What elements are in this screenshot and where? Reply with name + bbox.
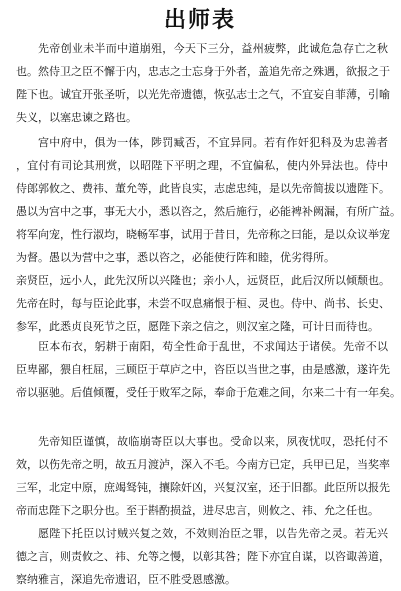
paragraph-4	[16, 430, 388, 522]
text-line: 察纳雅言，深追先帝遗诏，臣不胜受恩感激。	[16, 573, 236, 586]
text-line: ，宜付有司论其刑赏，以昭陛下平明之理，不宜偏私，使内外异法也。侍中	[16, 159, 388, 172]
text-line: 也。然侍卫之臣不懈于内，忠志之士忘身于外者，盖追先帝之殊遇，欲报之于	[16, 65, 390, 78]
text-line: 将军向宠，性行淑均，晓畅军事，试用于昔日，先帝称之曰能，是以众议举宠	[16, 228, 390, 241]
text-line: 亲贤臣，远小人，此先汉所以兴隆也；亲小人，远贤臣，此后汉所以倾颓也。	[16, 274, 390, 287]
text-line: 陛下也。诚宜开张圣听，以光先帝遗德，恢弘志士之气，不宜妄自菲薄，引喻	[16, 88, 390, 101]
text-line: 臣本布衣，躬耕于南阳，苟全性命于乱世，不求闻达于诸侯。先帝不以	[38, 340, 388, 353]
text-line: 参军，此悉贞良死节之臣，愿陛下亲之信之，则汉室之隆，可计日而待也。	[16, 320, 379, 333]
text-line: 宫中府中，俱为一体，陟罚臧否，不宜异同。若有作奸犯科及为忠善者	[38, 136, 388, 149]
text-line: 帝以驱驰。后值倾覆，受任于败军之际，奉命于危难之间，尔来二十有一年矣。	[16, 386, 401, 399]
paragraph-1	[16, 37, 388, 129]
text-line: 失义，以塞忠谏之路也。	[16, 111, 137, 124]
text-line: 愿陛下托臣以讨贼兴复之效，不效则治臣之罪，以告先帝之灵。若无兴	[38, 527, 388, 540]
text-line: 效，以伤先帝之明，故五月渡泸，深入不毛。今南方已定，兵甲已足，当奖率	[16, 458, 390, 471]
text-line: 先帝在时，每与臣论此事，未尝不叹息痛恨于桓、灵也。侍中、尚书、长史、	[16, 297, 390, 310]
text-line: 臣卑鄙，猥自枉屈，三顾臣于草庐之中，咨臣以当世之事，由是感激，遂许先	[16, 363, 390, 376]
text-line: 帝而忠陛下之职分也。至于斟酌损益，进尽忠言，则攸之、祎、允之任也。	[16, 504, 379, 517]
text-line: 为督。愚以为营中之事，悉以咨之，必能使行阵和睦，优劣得所。	[16, 251, 335, 264]
text-line: 愚以为宫中之事，事无大小，悉以咨之，然后施行，必能裨补阙漏，有所广益。	[16, 205, 401, 218]
text-line: 三军，北定中原，庶竭驽钝，攘除奸凶，兴复汉室，还于旧都。此臣所以报先	[16, 481, 390, 494]
paragraph-2	[16, 131, 401, 338]
paragraph-5	[16, 522, 388, 591]
text-line: 德之言，则责攸之、祎、允等之慢，以彰其咎；陛下亦宜自谋，以咨诹善道，	[16, 550, 390, 563]
document-title: 出师表	[163, 8, 236, 33]
text-line: 先帝创业未半而中道崩殂，今天下三分，益州疲弊，此诚危急存亡之秋	[38, 42, 388, 55]
text-line: 先帝知臣谨慎，故临崩寄臣以大事也。受命以来，夙夜忧叹，恐托付不	[38, 435, 388, 448]
paragraph-3	[16, 335, 401, 404]
text-line: 侍郎郭攸之、费祎、董允等，此皆良实，志虑忠纯，是以先帝简拔以遗陛下。	[16, 182, 390, 195]
